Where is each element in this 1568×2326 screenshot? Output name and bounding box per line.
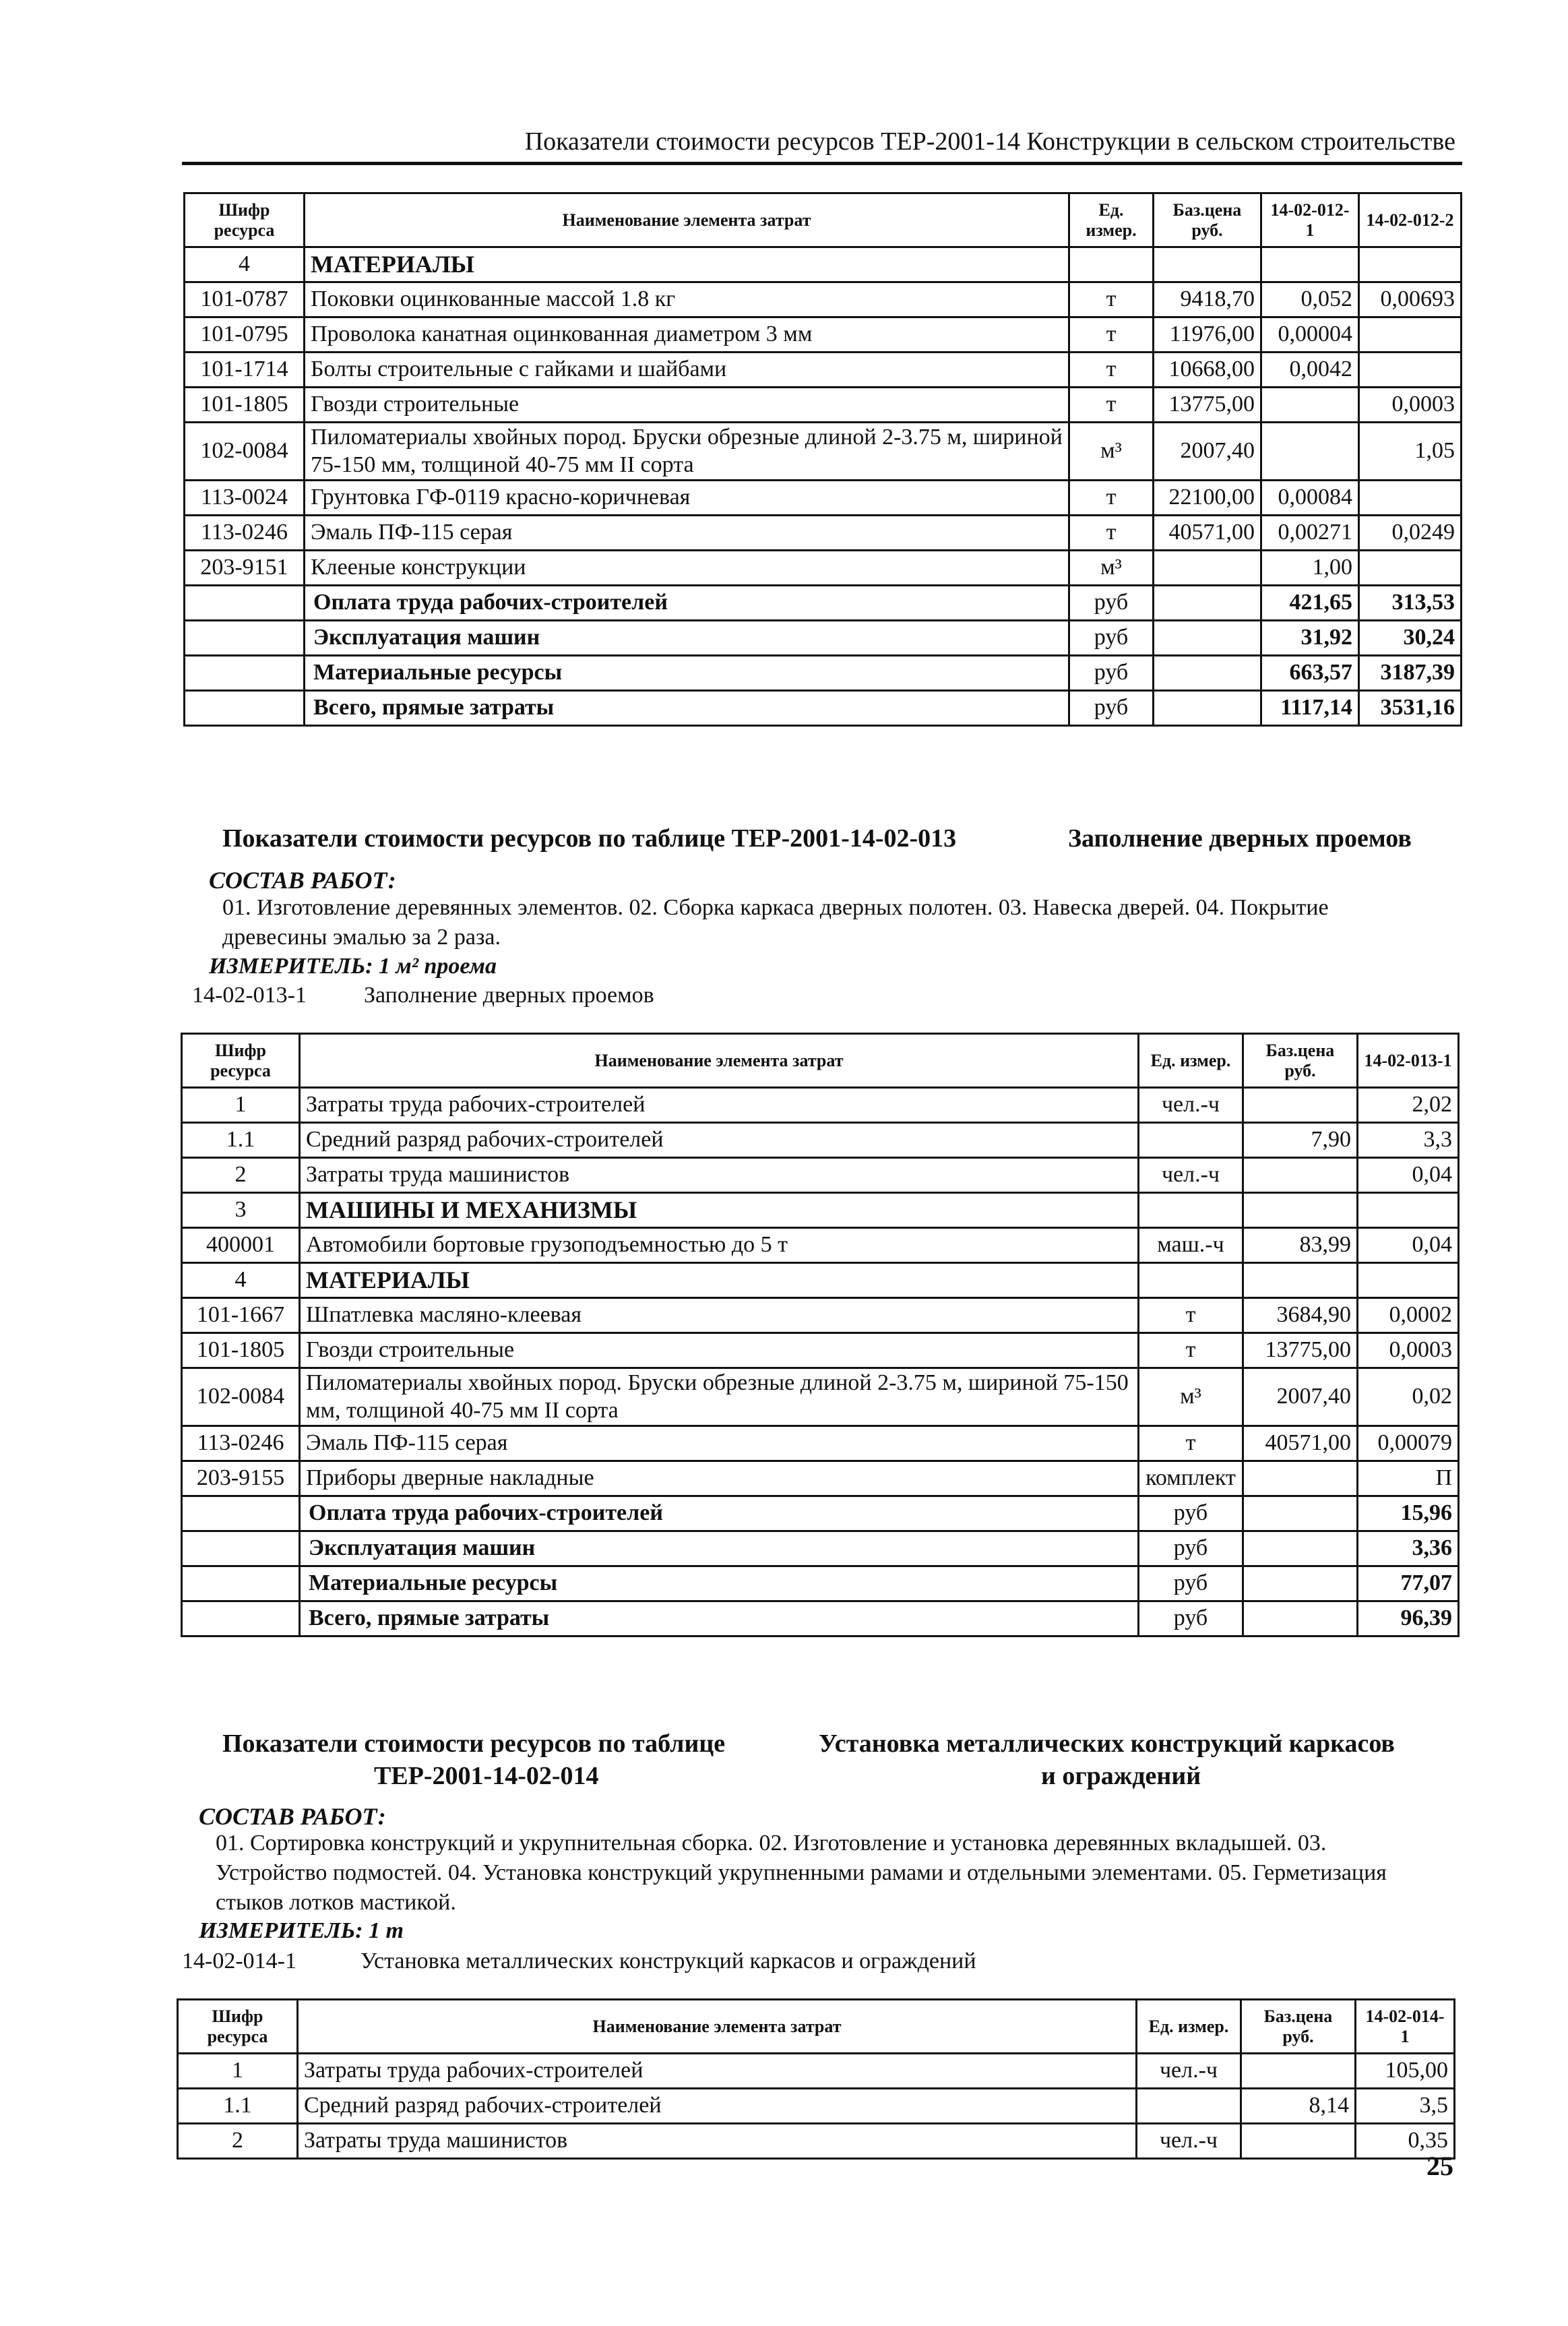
- cell-code: [185, 691, 305, 726]
- works-label-013: СОСТАВ РАБОТ:: [209, 867, 396, 894]
- cell-price: [1154, 691, 1261, 726]
- cell-val: 96,39: [1358, 1601, 1459, 1636]
- cell-unit: комплект: [1139, 1461, 1243, 1496]
- summary-row: [185, 621, 1462, 656]
- cell-code: 3: [182, 1193, 300, 1228]
- cell-code: 102-0084: [185, 423, 305, 481]
- cell-v1: 0,00004: [1261, 317, 1359, 353]
- cell-code: 102-0084: [182, 1368, 300, 1426]
- works-text-014: 01. Сортировка конструкций и укрупнительная сборка. 02. Изготовление и установка деревянных вкладышей. 03. Устройство подмостей. 04. Установка конструкций укрупненными рамами и отдельными элементами. 05. Герметизация стыков лотков мастикой.: [216, 1831, 1387, 1916]
- cell-unit: т: [1069, 516, 1154, 551]
- cell-name: МАТЕРИАЛЫ: [305, 247, 1069, 282]
- cell-val: 3,5: [1356, 2089, 1455, 2124]
- cell-name: Эмаль ПФ-115 серая: [305, 516, 1069, 551]
- cell-unit: руб: [1069, 656, 1154, 691]
- col-header-name: Наименование элемента затрат: [300, 1034, 1139, 1088]
- cell-name: Затраты труда машинистов: [300, 1158, 1139, 1193]
- cell-price: 8,14: [1241, 2089, 1356, 2124]
- cell-code: 203-9155: [182, 1461, 300, 1496]
- cell-price: [1243, 1193, 1358, 1228]
- cell-price: [1243, 1601, 1358, 1636]
- table-header-row: [182, 1034, 1459, 1088]
- cell-unit: руб: [1139, 1496, 1243, 1531]
- cell-val: 77,07: [1358, 1566, 1459, 1601]
- cell-val: П: [1358, 1461, 1459, 1496]
- cell-unit: [1139, 1263, 1243, 1298]
- cell-price: 40571,00: [1243, 1426, 1358, 1461]
- table-header-row: [185, 193, 1462, 247]
- col-header-price: Баз.цена руб.: [1243, 1034, 1358, 1088]
- table-row: [182, 1228, 1459, 1263]
- cell-unit: чел.-ч: [1139, 1088, 1243, 1123]
- cell-price: 13775,00: [1154, 388, 1261, 423]
- cell-name: Поковки оцинкованные массой 1.8 кг: [305, 282, 1069, 317]
- table-14-02-014: [177, 1998, 1455, 2160]
- cell-unit: руб: [1139, 1566, 1243, 1601]
- table-row: [178, 2054, 1455, 2089]
- cell-price: 7,90: [1243, 1123, 1358, 1158]
- cell-v2: 3531,16: [1359, 691, 1462, 726]
- cell-name: Шпатлевка масляно-клеевая: [300, 1298, 1139, 1333]
- cell-name: Затраты труда рабочих-строителей: [300, 1088, 1139, 1123]
- table-14-02-013: [181, 1033, 1460, 1637]
- cell-unit: руб: [1069, 621, 1154, 656]
- cell-unit: маш.-ч: [1139, 1228, 1243, 1263]
- summary-row: [182, 1601, 1459, 1636]
- cell-unit: м³: [1069, 423, 1154, 481]
- cell-code: 113-0024: [185, 481, 305, 516]
- cell-name: Гвозди строительные: [305, 388, 1069, 423]
- cell-code: 1: [182, 1088, 300, 1123]
- section-title-014-line1: Показатели стоимости ресурсов по таблице: [222, 1730, 726, 1758]
- col-header-val: 14-02-013-1: [1358, 1034, 1459, 1088]
- cell-val: 15,96: [1358, 1496, 1459, 1531]
- cell-price: 10668,00: [1154, 353, 1261, 388]
- cell-code: 4: [182, 1263, 300, 1298]
- table-row: [182, 1368, 1459, 1426]
- meter-014: [199, 1916, 404, 1946]
- cell-name: Затраты труда рабочих-строителей: [298, 2054, 1137, 2089]
- cell-name: Оплата труда рабочих-строителей: [300, 1496, 1139, 1531]
- group-row: [182, 1193, 1459, 1228]
- summary-row: [185, 656, 1462, 691]
- cell-val: 3,3: [1358, 1123, 1459, 1158]
- cell-price: 40571,00: [1154, 516, 1261, 551]
- col-header-unit: Ед. измер.: [1137, 2000, 1241, 2054]
- table-row: [182, 1088, 1459, 1123]
- table-header-row: [178, 2000, 1455, 2054]
- cell-price: 11976,00: [1154, 317, 1261, 353]
- cell-price: 83,99: [1243, 1228, 1358, 1263]
- cell-name: Пиломатериалы хвойных пород. Бруски обрезные длиной 2-3.75 м, шириной 75-150 мм, толщиной 40-75 мм II сорта: [305, 423, 1069, 481]
- cell-v1: 421,65: [1261, 586, 1359, 621]
- table-row: [182, 1461, 1459, 1496]
- cell-price: [1243, 1263, 1358, 1298]
- col-header-val: 14-02-014-1: [1356, 2000, 1455, 2054]
- col-header-v1: 14-02-012-1: [1261, 193, 1359, 247]
- cell-price: [1154, 247, 1261, 282]
- cell-unit: чел.-ч: [1137, 2054, 1241, 2089]
- cell-v2: [1359, 353, 1462, 388]
- cell-unit: т: [1069, 353, 1154, 388]
- col-header-code: Шифр ресурса: [182, 1034, 300, 1088]
- cell-name: Пиломатериалы хвойных пород. Бруски обрезные длиной 2-3.75 м, шириной 75-150 мм, толщиной 40-75 мм II сорта: [300, 1368, 1139, 1426]
- cell-unit: т: [1139, 1333, 1243, 1368]
- cell-v2: 1,05: [1359, 423, 1462, 481]
- cell-v1: [1261, 247, 1359, 282]
- meter-label-014: ИЗМЕРИТЕЛЬ:: [199, 1918, 363, 1943]
- cell-v2: [1359, 247, 1462, 282]
- cell-name: Средний разряд рабочих-строителей: [298, 2089, 1137, 2124]
- group-row: [182, 1263, 1459, 1298]
- cell-v1: 0,00271: [1261, 516, 1359, 551]
- cell-val: 3,36: [1358, 1531, 1459, 1566]
- table-row: [185, 423, 1462, 481]
- cell-unit: т: [1139, 1298, 1243, 1333]
- cell-code: 101-0795: [185, 317, 305, 353]
- table-row: [182, 1298, 1459, 1333]
- cell-code: 1.1: [182, 1123, 300, 1158]
- table-row: [182, 1123, 1459, 1158]
- cell-name: Эмаль ПФ-115 серая: [300, 1426, 1139, 1461]
- cell-price: [1241, 2054, 1356, 2089]
- cell-unit: м³: [1069, 551, 1154, 586]
- cell-price: [1154, 586, 1261, 621]
- cell-price: 2007,40: [1243, 1368, 1358, 1426]
- cell-code: 113-0246: [185, 516, 305, 551]
- section-title-013: Показатели стоимости ресурсов по таблице ТЕР-2001-14-02-013: [222, 824, 957, 853]
- table-row: [185, 516, 1462, 551]
- cell-val: [1358, 1263, 1459, 1298]
- table-row: [182, 1426, 1459, 1461]
- cell-price: [1243, 1566, 1358, 1601]
- table-row: [178, 2089, 1455, 2124]
- cell-unit: т: [1069, 481, 1154, 516]
- cell-v2: [1359, 551, 1462, 586]
- cell-unit: т: [1139, 1426, 1243, 1461]
- cell-val: 105,00: [1356, 2054, 1455, 2089]
- cell-code: 1: [178, 2054, 298, 2089]
- summary-row: [182, 1496, 1459, 1531]
- cell-v1: 0,00084: [1261, 481, 1359, 516]
- table-row: [185, 388, 1462, 423]
- cell-name: Материальные ресурсы: [300, 1566, 1139, 1601]
- cell-name: Клееные конструкции: [305, 551, 1069, 586]
- col-header-price: Баз.цена руб.: [1241, 2000, 1356, 2054]
- cell-val: 0,04: [1358, 1158, 1459, 1193]
- cell-code: 101-0787: [185, 282, 305, 317]
- cell-v2: 0,0003: [1359, 388, 1462, 423]
- cell-code: 101-1805: [185, 388, 305, 423]
- cell-name: Материальные ресурсы: [305, 656, 1069, 691]
- cell-name: Гвозди строительные: [300, 1333, 1139, 1368]
- table-row: [182, 1158, 1459, 1193]
- meter-value-014: 1 т: [369, 1918, 404, 1943]
- summary-row: [185, 691, 1462, 726]
- col-header-name: Наименование элемента затрат: [305, 193, 1069, 247]
- cell-v1: [1261, 423, 1359, 481]
- cell-v1: 1,00: [1261, 551, 1359, 586]
- table-14-02-012: [183, 192, 1462, 727]
- group-row: [185, 247, 1462, 282]
- cell-price: [1154, 551, 1261, 586]
- cell-price: [1243, 1158, 1358, 1193]
- table-row: [185, 551, 1462, 586]
- cell-unit: [1139, 1193, 1243, 1228]
- cell-v1: 31,92: [1261, 621, 1359, 656]
- cell-code: 113-0246: [182, 1426, 300, 1461]
- cell-v2: 0,0249: [1359, 516, 1462, 551]
- cell-val: 0,04: [1358, 1228, 1459, 1263]
- cell-name: Приборы дверные накладные: [300, 1461, 1139, 1496]
- works-text-013: 01. Изготовление деревянных элементов. 02. Сборка каркаса дверных полотен. 03. Навеска дверей. 04. Покрытие древесины эмалью за 2 раза.: [222, 895, 1329, 950]
- cell-code: [182, 1566, 300, 1601]
- cell-name: Всего, прямые затраты: [305, 691, 1069, 726]
- cell-name: Затраты труда машинистов: [298, 2124, 1137, 2159]
- cell-v2: 30,24: [1359, 621, 1462, 656]
- cell-name: Средний разряд рабочих-строителей: [300, 1123, 1139, 1158]
- cell-name: Эксплуатация машин: [305, 621, 1069, 656]
- page-number: 25: [1426, 2151, 1453, 2181]
- cell-val: 0,02: [1358, 1368, 1459, 1426]
- meter-label-013: ИЗМЕРИТЕЛЬ:: [209, 954, 373, 979]
- summary-row: [185, 586, 1462, 621]
- cell-price: [1243, 1461, 1358, 1496]
- cell-name: МАТЕРИАЛЫ: [300, 1263, 1139, 1298]
- cell-val: 0,0002: [1358, 1298, 1459, 1333]
- cell-price: 22100,00: [1154, 481, 1261, 516]
- section-title-014-line2: ТЕР-2001-14-02-014: [374, 1762, 599, 1790]
- cell-name: Грунтовка ГФ-0119 красно-коричневая: [305, 481, 1069, 516]
- summary-row: [182, 1531, 1459, 1566]
- cell-price: 2007,40: [1154, 423, 1261, 481]
- cell-code: 203-9151: [185, 551, 305, 586]
- cell-unit: м³: [1139, 1368, 1243, 1426]
- cell-v1: [1261, 388, 1359, 423]
- cell-code: 4: [185, 247, 305, 282]
- cell-unit: руб: [1139, 1531, 1243, 1566]
- cell-code: 101-1667: [182, 1298, 300, 1333]
- section-subtitle-014-line2: и ограждений: [1041, 1762, 1201, 1790]
- table-row: [185, 481, 1462, 516]
- code-name-013: Заполнение дверных проемов: [364, 983, 654, 1008]
- cell-code: [185, 621, 305, 656]
- cell-unit: [1069, 247, 1154, 282]
- cell-name: Оплата труда рабочих-строителей: [305, 586, 1069, 621]
- cell-v1: 0,0042: [1261, 353, 1359, 388]
- meter-value-013: 1 м² проема: [379, 954, 497, 979]
- table-row: [178, 2124, 1455, 2159]
- cell-code: [182, 1601, 300, 1636]
- cell-price: [1243, 1496, 1358, 1531]
- cell-unit: [1137, 2089, 1241, 2124]
- cell-price: 13775,00: [1243, 1333, 1358, 1368]
- cell-val: [1358, 1193, 1459, 1228]
- cell-price: 9418,70: [1154, 282, 1261, 317]
- cell-name: Эксплуатация машин: [300, 1531, 1139, 1566]
- col-header-code: Шифр ресурса: [185, 193, 305, 247]
- section-subtitle-014-line1: Установка металлических конструкций каркасов: [819, 1730, 1395, 1758]
- cell-v2: [1359, 481, 1462, 516]
- col-header-code: Шифр ресурса: [178, 2000, 298, 2054]
- cell-price: [1154, 621, 1261, 656]
- cell-code: [182, 1496, 300, 1531]
- cell-v2: 313,53: [1359, 586, 1462, 621]
- works-label-014: СОСТАВ РАБОТ:: [199, 1803, 386, 1830]
- cell-val: 0,00079: [1358, 1426, 1459, 1461]
- cell-name: Проволока канатная оцинкованная диаметром 3 мм: [305, 317, 1069, 353]
- cell-v1: 0,052: [1261, 282, 1359, 317]
- cell-unit: чел.-ч: [1139, 1158, 1243, 1193]
- cell-unit: т: [1069, 282, 1154, 317]
- table-row: [185, 317, 1462, 353]
- cell-code: [182, 1531, 300, 1566]
- cell-name: Болты строительные с гайками и шайбами: [305, 353, 1069, 388]
- cell-code: 2: [182, 1158, 300, 1193]
- cell-name: МАШИНЫ И МЕХАНИЗМЫ: [300, 1193, 1139, 1228]
- table-row: [182, 1333, 1459, 1368]
- cell-val: 0,0003: [1358, 1333, 1459, 1368]
- code-014: 14-02-014-1: [182, 1949, 296, 1973]
- col-header-price: Баз.цена руб.: [1154, 193, 1261, 247]
- cell-price: 3684,90: [1243, 1298, 1358, 1333]
- meter-013: [209, 952, 497, 981]
- code-013: 14-02-013-1: [192, 983, 307, 1008]
- running-header: [182, 121, 1462, 165]
- running-header-text: Показатели стоимости ресурсов ТЕР-2001-14 Конструкции в сельском строительстве: [524, 127, 1455, 156]
- cell-unit: руб: [1139, 1601, 1243, 1636]
- table-row: [185, 282, 1462, 317]
- cell-v2: [1359, 317, 1462, 353]
- cell-price: [1241, 2124, 1356, 2159]
- cell-unit: т: [1069, 388, 1154, 423]
- cell-unit: чел.-ч: [1137, 2124, 1241, 2159]
- cell-name: Всего, прямые затраты: [300, 1601, 1139, 1636]
- cell-price: [1243, 1531, 1358, 1566]
- cell-unit: [1139, 1123, 1243, 1158]
- code-name-014: Установка металлических конструкций каркасов и ограждений: [360, 1949, 976, 1973]
- cell-code: 101-1805: [182, 1333, 300, 1368]
- cell-v2: 0,00693: [1359, 282, 1462, 317]
- cell-unit: руб: [1069, 691, 1154, 726]
- cell-price: [1243, 1088, 1358, 1123]
- col-header-unit: Ед. измер.: [1139, 1034, 1243, 1088]
- section-subtitle-013: Заполнение дверных проемов: [1068, 824, 1412, 853]
- cell-code: [185, 586, 305, 621]
- cell-val: 0,35: [1356, 2124, 1455, 2159]
- cell-code: 101-1714: [185, 353, 305, 388]
- col-header-v2: 14-02-012-2: [1359, 193, 1462, 247]
- cell-v2: 3187,39: [1359, 656, 1462, 691]
- cell-code: 400001: [182, 1228, 300, 1263]
- cell-code: [185, 656, 305, 691]
- cell-unit: т: [1069, 317, 1154, 353]
- col-header-name: Наименование элемента затрат: [298, 2000, 1137, 2054]
- cell-val: 2,02: [1358, 1088, 1459, 1123]
- col-header-unit: Ед. измер.: [1069, 193, 1154, 247]
- cell-v1: 663,57: [1261, 656, 1359, 691]
- cell-code: 1.1: [178, 2089, 298, 2124]
- cell-price: [1154, 656, 1261, 691]
- table-row: [185, 353, 1462, 388]
- cell-name: Автомобили бортовые грузоподъемностью до 5 т: [300, 1228, 1139, 1263]
- cell-v1: 1117,14: [1261, 691, 1359, 726]
- cell-unit: руб: [1069, 586, 1154, 621]
- cell-code: 2: [178, 2124, 298, 2159]
- summary-row: [182, 1566, 1459, 1601]
